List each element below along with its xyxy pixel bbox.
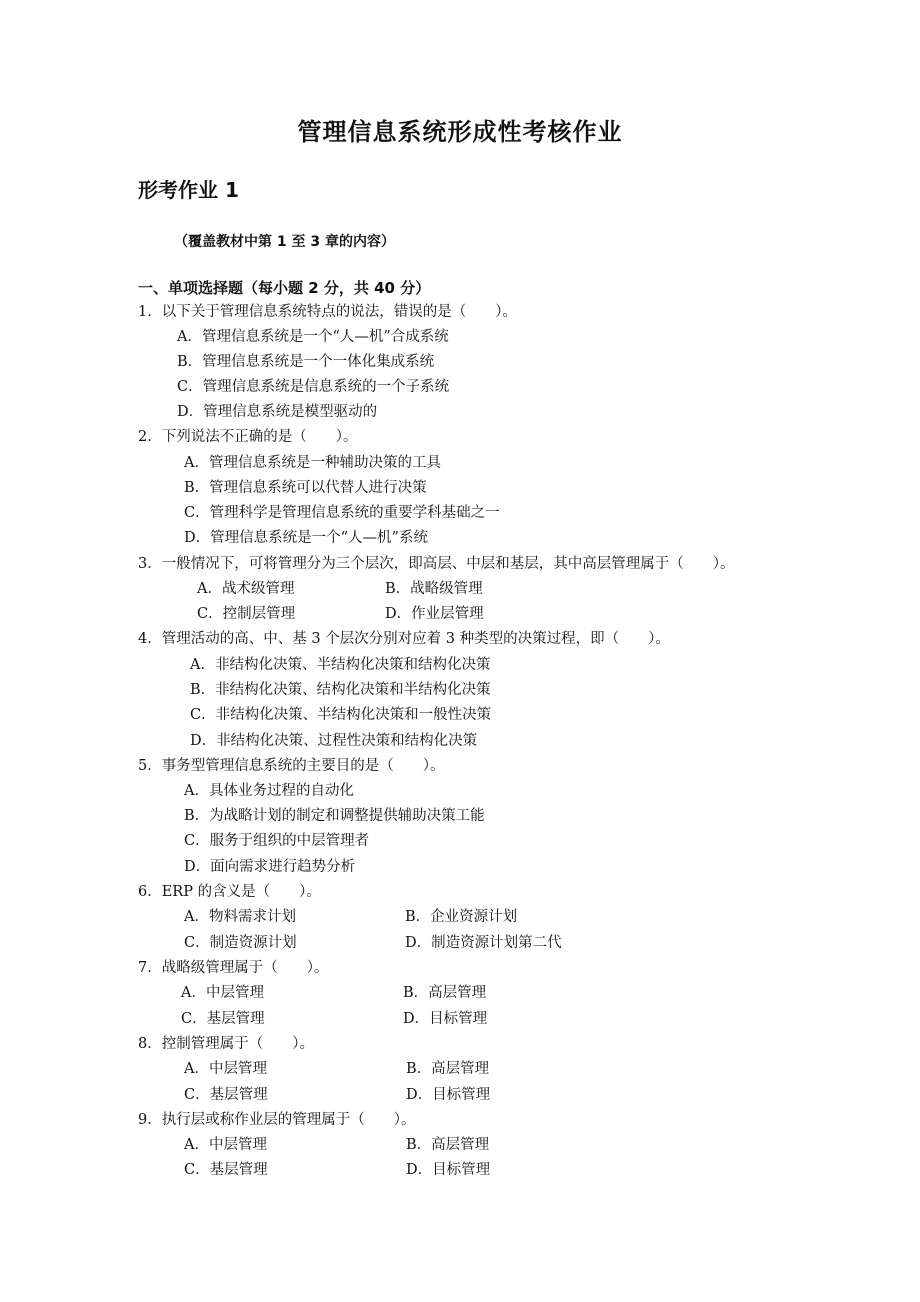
question-2-option-c: C．管理科学是管理信息系统的重要学科基础之一 — [184, 505, 500, 521]
question-stem-8: 8．控制管理属于（ ）。 — [138, 1036, 314, 1052]
question-4-option-b: B．非结构化决策、结构化决策和半结构化决策 — [190, 682, 491, 698]
question-2-option-d: D．管理信息系统是一个“人—机”系统 — [184, 530, 428, 546]
question-stem-5: 5．事务型管理信息系统的主要目的是（ ）。 — [138, 758, 445, 774]
question-1-option-d: D．管理信息系统是模型驱动的 — [177, 404, 378, 420]
question-8-option-c: C．基层管理 — [184, 1087, 268, 1103]
question-7-option-b: B．高层管理 — [403, 985, 487, 1001]
coverage-note: （覆盖教材中第 1 至 3 章的内容） — [174, 234, 395, 250]
question-6-option-b: B．企业资源计划 — [405, 909, 518, 925]
question-5-option-d: D．面向需求进行趋势分析 — [184, 859, 356, 875]
document-title: 管理信息系统形成性考核作业 — [297, 118, 623, 146]
question-3-option-d: D．作业层管理 — [385, 606, 484, 622]
question-stem-9: 9．执行层或称作业层的管理属于（ ）。 — [138, 1112, 416, 1128]
part-heading: 一、单项选择题（每小题 2 分，共 40 分） — [138, 279, 431, 297]
question-4-option-a: A．非结构化决策、半结构化决策和结构化决策 — [190, 657, 491, 673]
question-4-option-c: C．非结构化决策、半结构化决策和一般性决策 — [190, 707, 492, 723]
question-stem-6: 6．ERP 的含义是（ ）。 — [138, 884, 321, 900]
question-6-option-d: D．制造资源计划第二代 — [405, 935, 562, 951]
question-stem-3: 3．一般情况下，可将管理分为三个层次，即高层、中层和基层，其中高层管理属于（ ）。 — [138, 556, 735, 572]
question-7-option-d: D．目标管理 — [403, 1011, 488, 1027]
question-9-option-d: D．目标管理 — [406, 1162, 491, 1178]
question-9-option-c: C．基层管理 — [184, 1162, 268, 1178]
question-1-option-c: C．管理信息系统是信息系统的一个子系统 — [177, 379, 450, 395]
question-9-option-a: A．中层管理 — [184, 1137, 267, 1153]
question-2-option-b: B．管理信息系统可以代替人进行决策 — [184, 480, 427, 496]
question-8-option-d: D．目标管理 — [406, 1087, 491, 1103]
question-5-option-a: A．具体业务过程的自动化 — [184, 783, 354, 799]
question-stem-7: 7．战略级管理属于（ ）。 — [138, 960, 329, 976]
section-heading: 形考作业 1 — [138, 178, 239, 202]
question-5-option-c: C．服务于组织的中层管理者 — [184, 833, 370, 849]
question-stem-1: 1．以下关于管理信息系统特点的说法，错误的是（ ）。 — [138, 304, 517, 320]
question-2-option-a: A．管理信息系统是一种辅助决策的工具 — [184, 455, 441, 471]
question-3-option-c: C．控制层管理 — [197, 606, 296, 622]
question-4-option-d: D．非结构化决策、过程性决策和结构化决策 — [190, 733, 478, 749]
question-9-option-b: B．高层管理 — [406, 1137, 490, 1153]
question-1-option-a: A．管理信息系统是一个“人—机”合成系统 — [177, 329, 449, 345]
question-stem-4: 4．管理活动的高、中、基 3 个层次分别对应着 3 种类型的决策过程，即（ ）。 — [138, 631, 670, 647]
question-8-option-a: A．中层管理 — [184, 1061, 267, 1077]
question-6-option-a: A．物料需求计划 — [184, 909, 296, 925]
question-3-option-b: B．战略级管理 — [385, 581, 483, 597]
question-7-option-a: A．中层管理 — [181, 985, 264, 1001]
question-8-option-b: B．高层管理 — [406, 1061, 490, 1077]
question-7-option-c: C．基层管理 — [181, 1011, 265, 1027]
question-5-option-b: B．为战略计划的制定和调整提供辅助决策工能 — [184, 808, 485, 824]
question-1-option-b: B．管理信息系统是一个一体化集成系统 — [177, 354, 435, 370]
question-6-option-c: C．制造资源计划 — [184, 935, 297, 951]
question-stem-2: 2．下列说法不正确的是（ ）。 — [138, 429, 358, 445]
question-3-option-a: A．战术级管理 — [197, 581, 295, 597]
